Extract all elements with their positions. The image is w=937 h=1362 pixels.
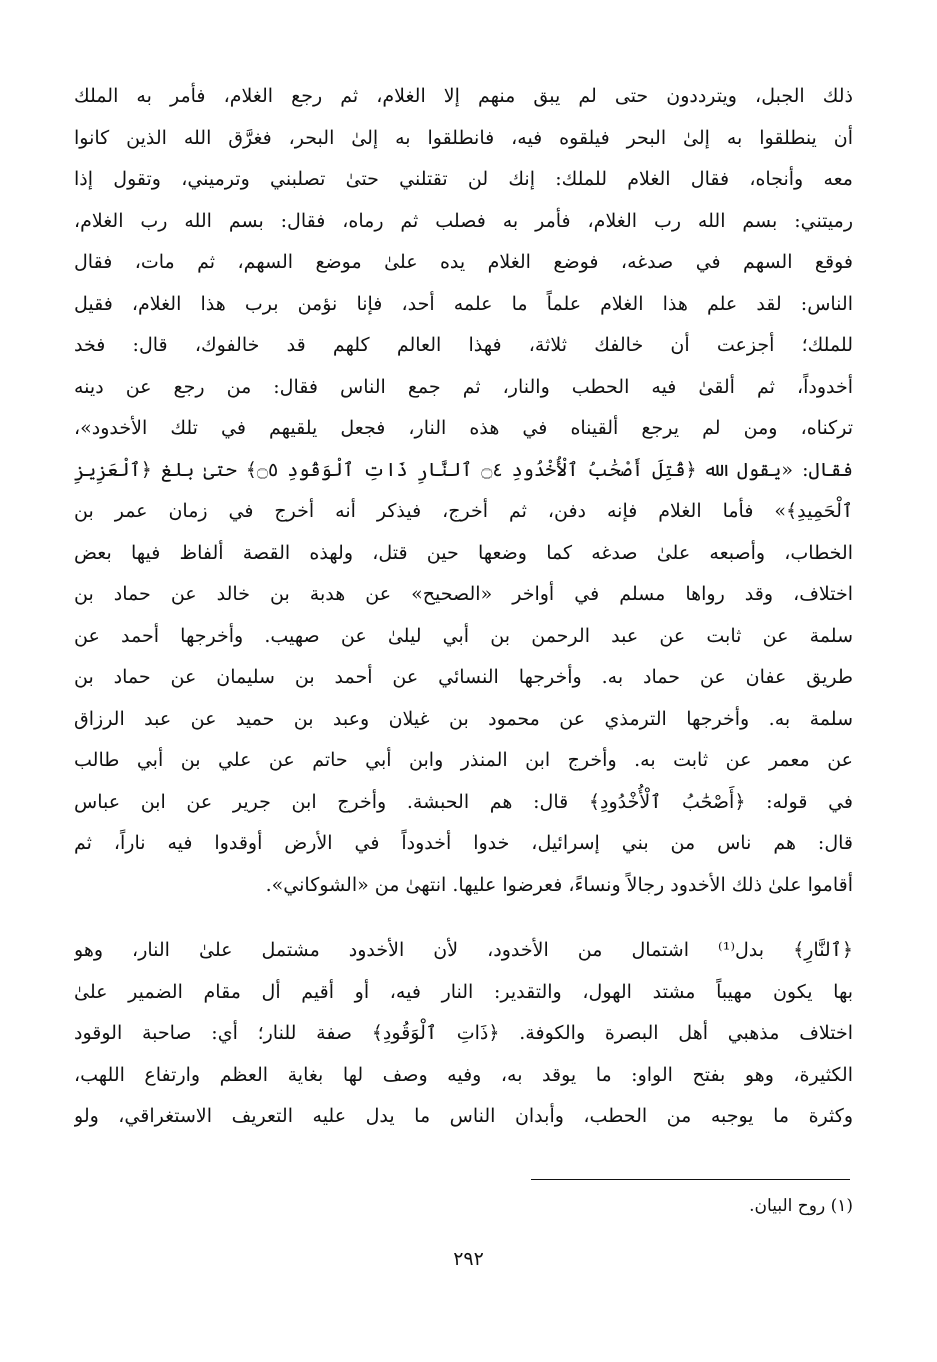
text-line: الكثيرة، وهو بفتح الواو: ما يوقد به، وفيه وصف لها بغاية العظم وارتفاع اللهب، <box>74 1063 853 1086</box>
text-line: عن معمر عن ثابت به. وأخرج ابن المنذر وابن أبي حاتم عن علي بن أبي طالب <box>74 749 853 771</box>
text-line: ٱلْحَمِيدِ﴾» فأما الغلام فإنه دفن، ثم أخرج، فيذكر أنه أخرج في زمان عمر بن <box>74 500 853 522</box>
text-line: فقال: «يقول الله ﴿قُتِلَ أَصْحَٰبُ ٱلْأُخْدُودِ ۝٤ ٱلنَّارِ ذَاتِ ٱلْوَقُودِ ۝٥﴾ حتىٰ بلغ ﴿ٱلْعَزِيزِ <box>74 458 853 481</box>
footnote-text: روح البيان. <box>749 1196 826 1216</box>
footnote <box>749 1193 853 1219</box>
paragraph-2 <box>74 930 853 1138</box>
text-line: الخطاب، وأصبعه علىٰ صدغه كما وضعها حين قتل، ولهذه القصة ألفاظ فيها بعض <box>74 541 853 564</box>
text-line: الناس: لقد علم هذا الغلام علماً ما علمه أحد، فإنا نؤمن برب هذا الغلام، فقيل <box>74 292 853 315</box>
footnote-marker: (١) <box>830 1196 853 1216</box>
text-line: فوقع السهم في صدغه، فوضع الغلام يده علىٰ موضع السهم، ثم مات، فقال <box>74 251 853 273</box>
text-line: رميتني: بسم الله رب الغلام، فأمر به فصلب ثم رماه، فقال: بسم الله رب الغلام، <box>74 209 853 232</box>
text-line: ﴿ٱلنَّارِ﴾ بدل⁽¹⁾ اشتمال من الأخدود، لأن الأخدود مشتمل علىٰ النار، وهو <box>74 939 853 961</box>
text-line: أخدوداً، ثم ألقىٰ فيه الحطب والنار، ثم جمع الناس فقال: من رجع عن دينه <box>74 375 853 398</box>
text-line: ذلك الجبل، ويترددون حتى لم يبق منهم إلا الغلام، ثم رجع الغلام، فأمر به الملك <box>74 85 853 107</box>
text-line: معه وأنجاه، فقال الغلام للملك: إنك لن تقتلني حتىٰ تصلبني وترميني، وتقول إذا <box>74 168 853 190</box>
text-line: قال: هم ناس من بني إسرائيل، خدوا أخدوداً في الأرض أوقدوا فيه ناراً، ثم <box>74 832 853 854</box>
paragraph-1 <box>74 76 853 906</box>
text-line: تركناه، ومن لم يرجع ألقيناه في هذه النار، فجعل يلقيهم في تلك الأخدود»، <box>74 417 853 439</box>
footnote-divider <box>531 1179 850 1180</box>
text-line: للملك؛ أجزعت أن خالفك ثلاثة، فهذا العالم كلهم قد خالفوك، قال: فخد <box>74 334 853 356</box>
text-line: اختلاف مذهبي أهل البصرة والكوفة. ﴿ذَاتِ ٱلْوَقُودِ﴾ صفة للنار؛ أي: صاحبة الوقود <box>74 1022 853 1044</box>
text-line: اختلاف، وقد رواها مسلم في أواخر «الصحيح» عن هدبة بن خالد عن حماد بن <box>74 583 853 605</box>
text-line: سلمة عن ثابت عن عبد الرحمن بن أبي ليلىٰ عن صهيب. وأخرجها أحمد عن <box>74 624 853 647</box>
text-line: طريق عفان عن حماد به. وأخرجها النسائي عن أحمد بن سليمان عن حماد بن <box>74 666 853 688</box>
text-line: بها يكون مهيباً مشتد الهول، والتقدير: النار فيه، أو أقيم أل مقام الضمير علىٰ <box>74 980 853 1003</box>
text-line: في قوله: ﴿أَصْحَٰبُ ٱلْأُخْدُودِ﴾ قال: هم الحبشة. وأخرج ابن جرير عن ابن عباس <box>74 790 853 813</box>
text-line: سلمة به. وأخرجها الترمذي عن محمود بن غيلان وعبد بن حميد عن عبد الرزاق <box>74 707 853 730</box>
text-line: أقاموا علىٰ ذلك الأخدود رجالاً ونساءً، فعرضوا عليها. انتهىٰ من «الشوكاني». <box>265 873 853 896</box>
text-line: وكثرة ما يوجبه من الحطب، وأبدان الناس ما يدل عليه التعريف الاستغراقي، ولو <box>74 1105 853 1127</box>
text-line: أن ينطلقوا به إلىٰ البحر فيلقوه فيه، فانطلقوا به إلىٰ البحر، فغرَّق الله الذين كانوا <box>74 126 853 149</box>
page-number: ٢٩٢ <box>453 1248 484 1270</box>
